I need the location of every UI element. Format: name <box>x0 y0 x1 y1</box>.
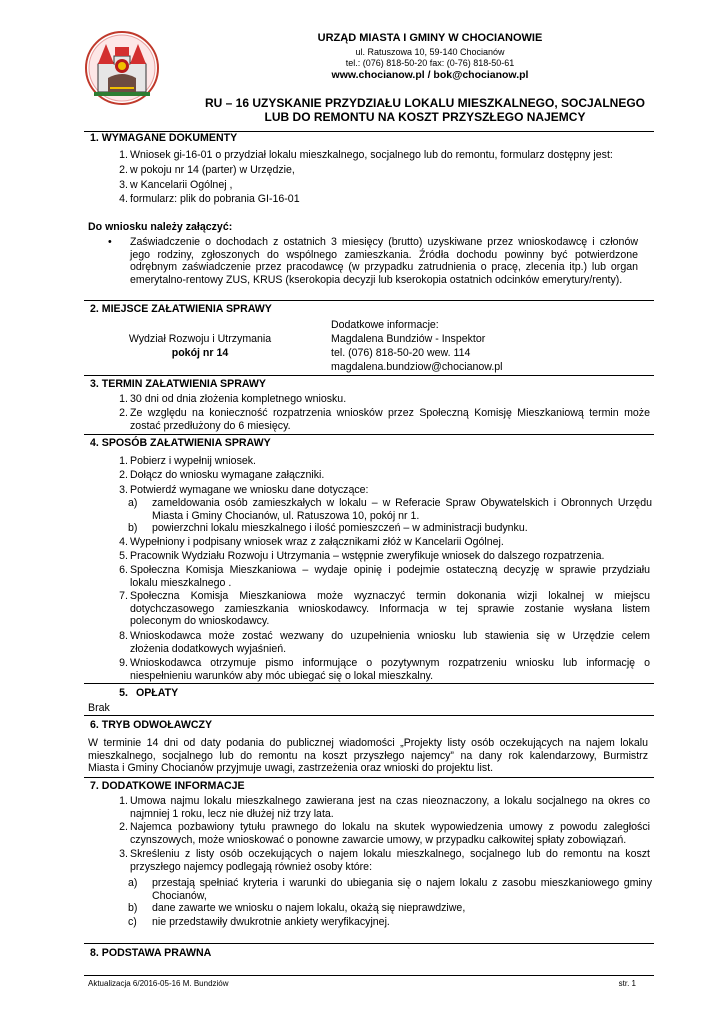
divider <box>84 777 654 778</box>
coat-of-arms-logo <box>84 30 160 106</box>
section-1-title: 1. WYMAGANE DOKUMENTY <box>90 132 238 144</box>
department-name: Wydział Rozwoju i Utrzymania <box>128 333 272 345</box>
divider <box>84 715 654 716</box>
attachments-heading: Do wniosku należy załączyć: <box>88 221 233 233</box>
page-number: str. 1 <box>618 979 636 988</box>
divider <box>84 434 654 435</box>
office-phone: tel.: (076) 818-50-20 fax: (0-76) 818-50-61 <box>345 58 515 68</box>
section-6-title: 6. TRYB ODWOŁAWCZY <box>90 719 213 731</box>
office-web-email[interactable]: www.chocianow.pl / bok@chocianow.pl <box>331 69 529 81</box>
contact-phone: tel. (076) 818-50-20 wew. 114 <box>331 347 471 359</box>
section-8-title: 8. PODSTAWA PRAWNA <box>90 947 212 959</box>
document-title <box>150 96 700 124</box>
footer-divider <box>84 975 654 976</box>
room-number: pokój nr 14 <box>171 347 229 359</box>
section-2-title: 2. MIEJSCE ZAŁATWIENIA SPRAWY <box>90 303 272 315</box>
appeal-text: W terminie 14 dni od daty podania do publicznej wiadomości „Projekty listy osób oczekujących na najem lokalu mieszkalnego, socjalnego lub do remontu na koszt przyszłego najemcy” na dany rok kalendarzowy, Burmistrz Miasta i Gminy Chocianów przyjmuje uwagi, zastrzeżenia oraz wnioski do projektu list. <box>88 737 648 775</box>
attachment-text: Zaświadczenie o dochodach z ostatnich 3 miesięcy (brutto) uzyskiwane przez wnioskodawcę i członów jego rodziny, zgłoszonych do wspólnego zamieszkania. Źródła dochodu powinny być potwierdzone odrębnym zaświadczenie przez pracodawcę (w przypadku zatrudnienia o pracę, zlecenia itp.) lub organ emerytalno-rentowy ZUS, KRUS (kserokopia decyzji lub kserokopia ostatnich odcinków emerytury/renty). <box>130 236 638 286</box>
title-line-1: RU – 16 UZYSKANIE PRZYDZIAŁU LOKALU MIESZKALNEGO, SOCJALNEGO <box>204 96 646 110</box>
title-line-2: LUB DO REMONTU NA KOSZT PRZYSZŁEGO NAJEMCY <box>264 110 586 124</box>
office-address: ul. Ratuszowa 10, 59-140 Chocianów <box>355 47 505 57</box>
footer-update: Aktualizacja 6/2016-05-16 M. Bundziów <box>88 979 229 988</box>
bullet-icon: • <box>108 236 112 248</box>
office-name: URZĄD MIASTA I GMINY W CHOCIANOWIE <box>317 32 543 44</box>
section-5-number: 5. <box>119 687 128 699</box>
info-label: Dodatkowe informacje: <box>331 319 439 331</box>
divider <box>84 300 654 301</box>
divider <box>84 943 654 944</box>
contact-email[interactable]: magdalena.bundziow@chocianow.pl <box>331 361 503 373</box>
fees-value: Brak <box>88 702 110 714</box>
section-4-title: 4. SPOSÓB ZAŁATWIENIA SPRAWY <box>90 437 271 449</box>
section-3-title: 3. TERMIN ZAŁATWIENIA SPRAWY <box>90 378 266 390</box>
section-5-title: OPŁATY <box>136 687 179 699</box>
divider <box>84 683 654 684</box>
contact-person: Magdalena Bundziów - Inspektor <box>331 333 486 345</box>
section-7-title: 7. DODATKOWE INFORMACJE <box>90 780 245 792</box>
divider <box>84 375 654 376</box>
